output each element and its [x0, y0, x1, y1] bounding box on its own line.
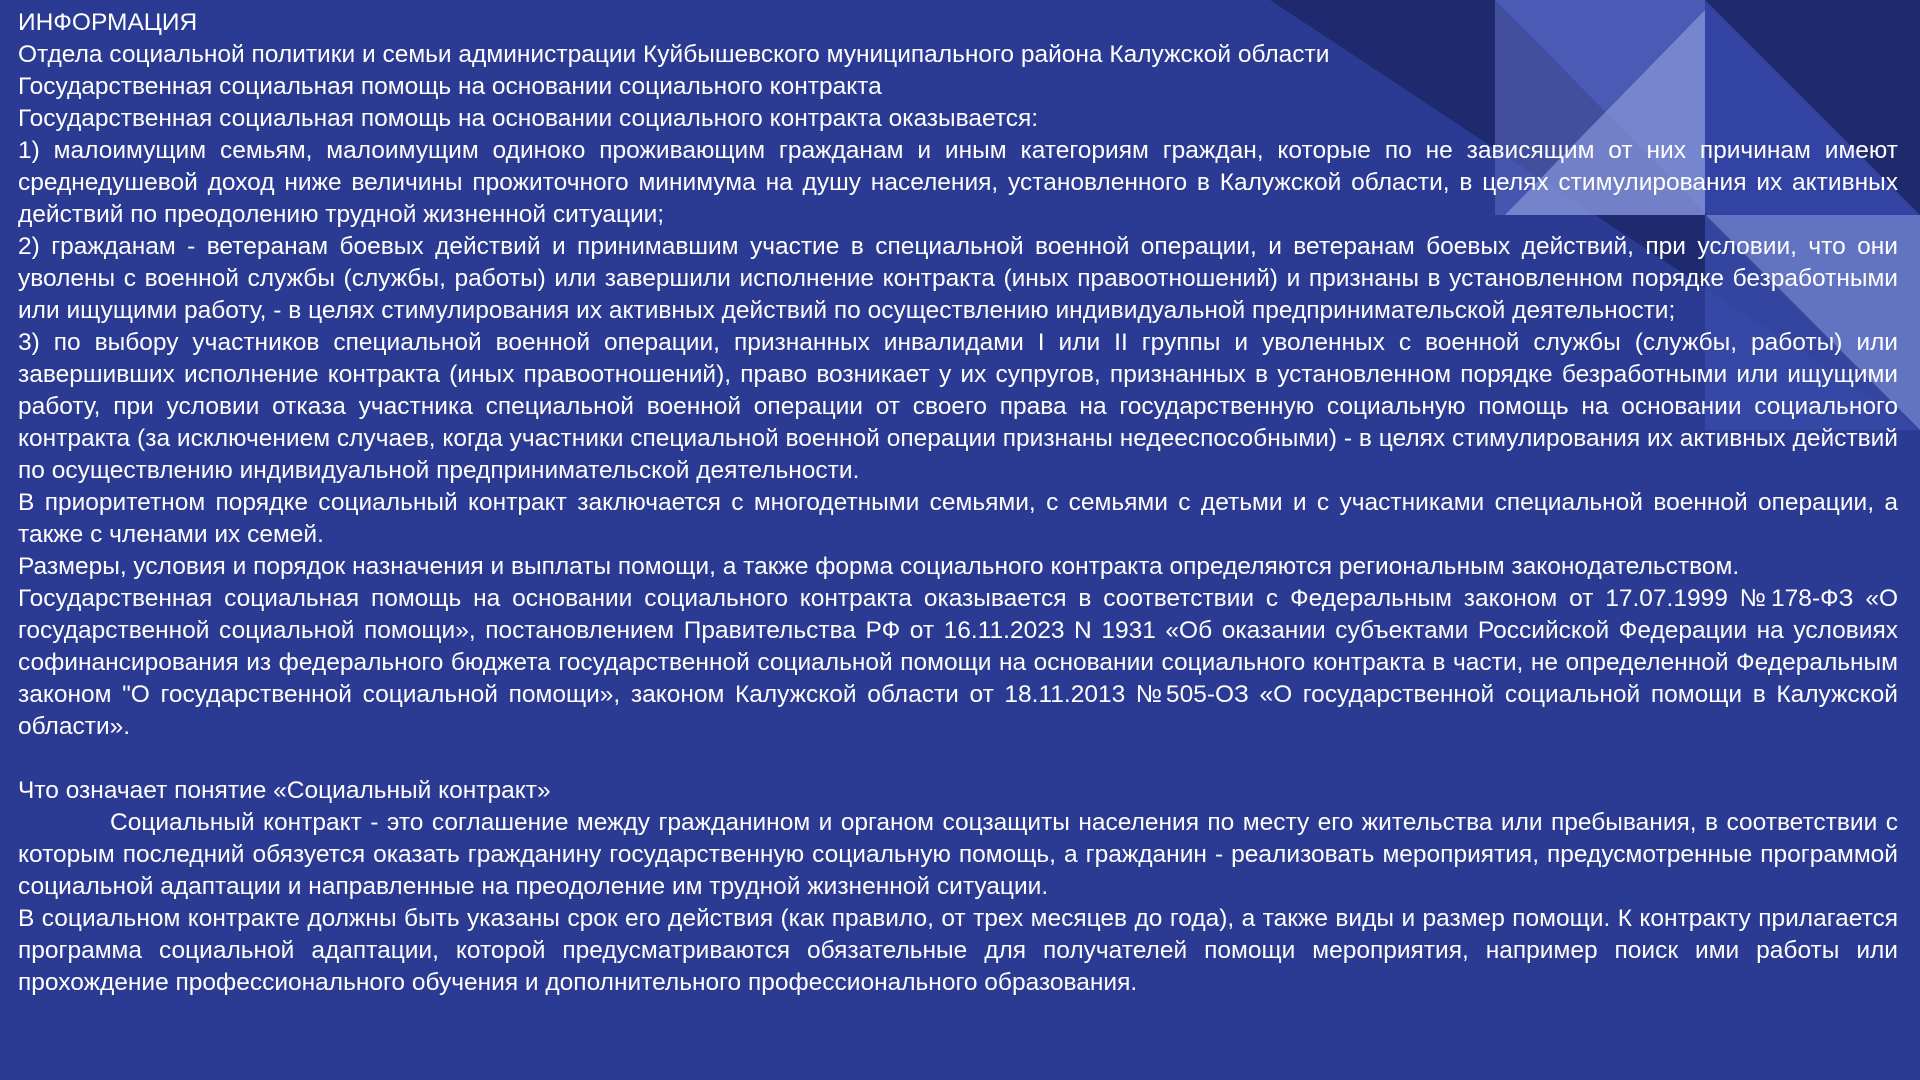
legal-basis-paragraph: Государственная социальная помощь на основании социального контракта оказывается в соответствии с Федеральным законом от 17.07.1999 №178-ФЗ «О государственной социальной помощи», постановлением Правительства РФ от 16.11.2023 N 1931 «Об оказании субъектами Российской Федерации на условиях софинансирования из федерального бюджета государственной социальной помощи на основании социального контракта в части, не определенной Федеральным законом "О государственной социальной помощи», законом Калужской области от 18.11.2013 №505-ОЗ «О государственной социальной помощи в Калужской области».: [18, 585, 1898, 740]
list-item-3: 3) по выбору участников специальной военной операции, признанных инвалидами I или II группы и уволенных с военной службы (службы, работы) или завершивших исполнение контракта (иных правоотношений), право возникает у их супругов, признанных в установленном порядке безработными или ищущими работу, при условии отказа участника специальной военной операции от своего права на государственную социальную помощь на основании социального контракта (за исключением случаев, когда участники специальной военной операции признаны недееспособными) - в целях стимулирования их активных действий по осуществлению индивидуальной предпринимательской деятельности.: [18, 329, 1898, 484]
blank-line: [18, 743, 1898, 775]
definition-paragraph: Социальный контракт - это соглашение между гражданином и органом соцзащиты населения по месту его жительства или пребывания, в соответствии с которым последний обязуется оказать гражданину государственную социальную помощь, а гражданин - реализовать мероприятия, предусмотренные программой социальной адаптации и направленные на преодоление им трудной жизненной ситуации.: [18, 809, 1898, 900]
department-line: Отдела социальной политики и семьи администрации Куйбышевского муниципального района Калужской области: [18, 41, 1330, 68]
document-body: [18, 7, 1898, 999]
list-item-1: 1) малоимущим семьям, малоимущим одиноко проживающим гражданам и иным категориям граждан, которые по не зависящим от них причинам имеют среднедушевой доход ниже величины прожиточного минимума на душу населения, установленного в Калужской области, в целях стимулирования их активных действий по преодолению трудной жизненной ситуации;: [18, 137, 1898, 228]
question-heading: Что означает понятие «Социальный контракт»: [18, 777, 551, 804]
priority-paragraph: В приоритетном порядке социальный контракт заключается с многодетными семьями, с семьями с детьми и с участниками специальной военной операции, а также с членами их семей.: [18, 489, 1898, 548]
terms-paragraph: В социальном контракте должны быть указаны срок его действия (как правило, от трех месяцев до года), а также виды и размер помощи. К контракту прилагается программа социальной адаптации, которой предусматриваются обязательные для получателей помощи мероприятия, например поиск ими работы или прохождение профессионального обучения и дополнительного профессионального образования.: [18, 905, 1898, 996]
intro-line: Государственная социальная помощь на основании социального контракта оказывается:: [18, 105, 1039, 132]
sizes-paragraph: Размеры, условия и порядок назначения и выплаты помощи, а также форма социального контракта определяются региональным законодательством.: [18, 553, 1740, 580]
list-item-2: 2) гражданам - ветеранам боевых действий и принимавшим участие в специальной военной операции, и ветеранам боевых действий, при условии, что они уволены с военной службы (службы, работы) или завершили исполнение контракта (иных правоотношений) и признаны в установленном порядке безработными или ищущими работу, - в целях стимулирования их активных действий по осуществлению индивидуальной предпринимательской деятельности;: [18, 233, 1898, 324]
subject-line: Государственная социальная помощь на основании социального контракта: [18, 73, 882, 100]
document-heading: ИНФОРМАЦИЯ: [18, 9, 198, 36]
